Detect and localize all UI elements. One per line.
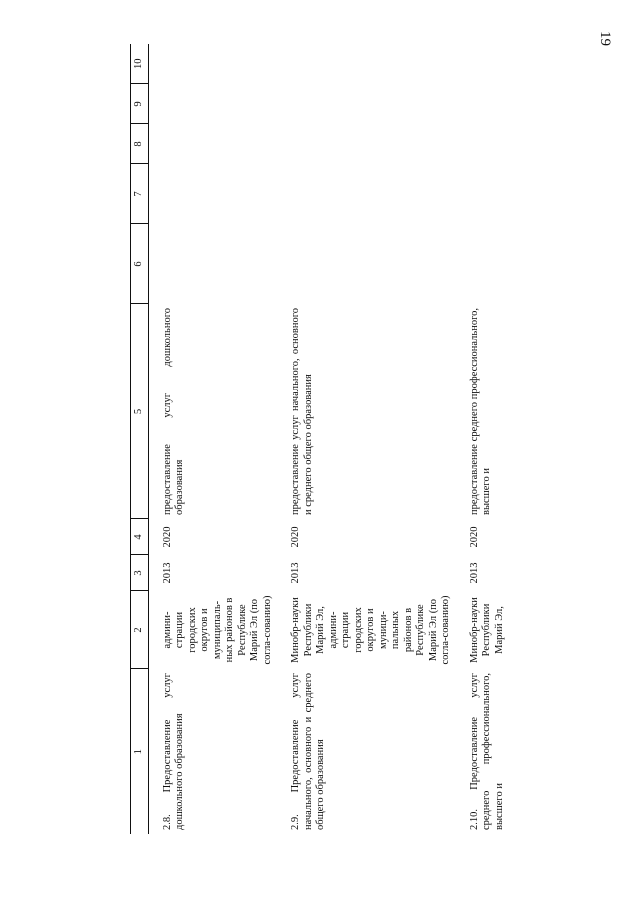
column-header-2: 2: [131, 591, 149, 669]
start-year: 2013: [468, 562, 480, 584]
end-year: 2020: [468, 526, 480, 548]
column-header-6: 6: [131, 224, 149, 304]
measure-name: 2.8. Предоставление услуг дошкольного образования: [161, 673, 185, 830]
column-header-8: 8: [131, 124, 149, 164]
executor: Минобр-науки Республики Марий Эл, админи-страции городских округов и муници-пальных районов в Республике Марий Эл (по согла-сованию): [290, 595, 451, 665]
column-header-10: 10: [131, 44, 149, 84]
table-row: [159, 44, 278, 834]
expected-result: предоставление услуг начального, основного и среднего общего образования: [290, 308, 314, 515]
executor: админи-страции городских округов и муниципаль-ных районов в Республике Марий Эл (по согла-сованию): [161, 595, 273, 665]
column-header-9: 9: [131, 84, 149, 124]
end-year: 2020: [161, 526, 173, 548]
start-year: 2013: [290, 562, 301, 584]
measures-table: [130, 44, 509, 834]
table-row: [287, 44, 456, 834]
column-header-7: 7: [131, 164, 149, 224]
column-header-5: 5: [131, 304, 149, 519]
column-header-1: 1: [131, 669, 149, 834]
expected-result: предоставление услуг дошкольного образования: [161, 308, 185, 515]
measure-name: 2.9. Предоставление услуг начального, основного и среднего общего образования: [290, 673, 326, 830]
executor: Минобр-науки Республики Марий Эл,: [468, 597, 505, 663]
start-year: 2013: [161, 562, 173, 584]
column-header-3: 3: [131, 555, 149, 591]
page-number: 19: [597, 31, 613, 46]
document-table-rotated: [130, 44, 505, 834]
end-year: 2020: [290, 526, 301, 548]
column-number-header: [131, 44, 149, 834]
column-header-4: 4: [131, 519, 149, 555]
table-row: [466, 44, 510, 834]
expected-result: предоставление среднего профессионального, высшего и: [468, 308, 492, 515]
measure-name: 2.10. Предоставление услуг среднего профессионального, высшего и: [468, 673, 505, 830]
